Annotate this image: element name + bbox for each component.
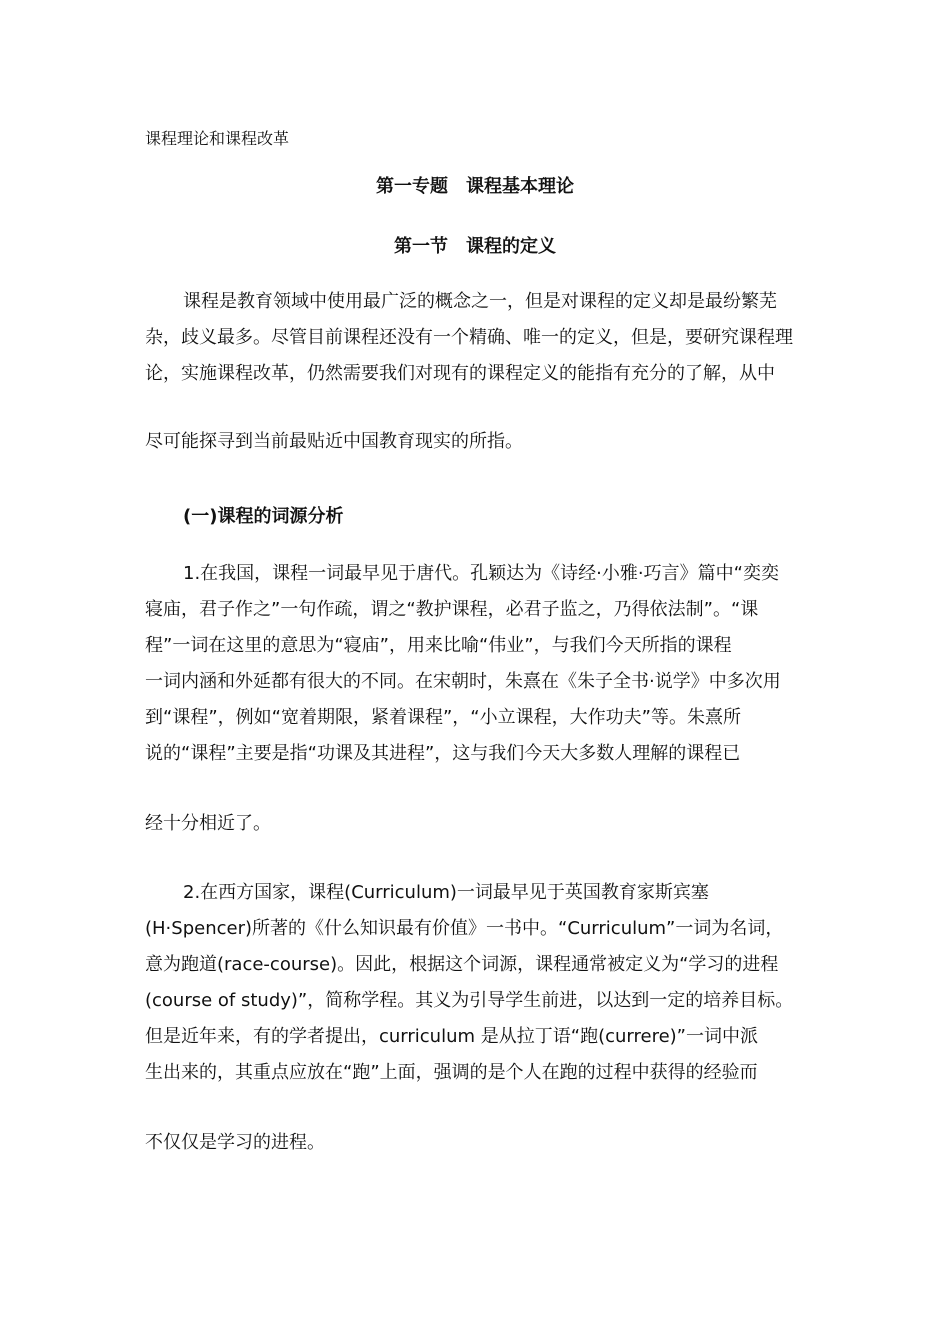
paragraph-1	[145, 556, 810, 772]
intro-paragraph	[145, 284, 810, 392]
paragraph-line: 1.在我国，课程一词最早见于唐代。孔颖达为《诗经·小雅·巧言》篇中“奕奕	[183, 563, 779, 584]
paragraph-line: 2.在西方国家，课程(Curriculum)一词最早见于英国教育家斯宾塞	[183, 882, 709, 903]
topic-heading: 第一专题 课程基本理论	[376, 176, 574, 197]
paragraph-line: 杂，歧义最多。尽管目前课程还没有一个精确、唯一的定义，但是，要研究课程理	[145, 327, 793, 348]
intro-last-line: 尽可能探寻到当前最贴近中国教育现实的所指。	[145, 431, 523, 452]
paragraph-line: 程”一词在这里的意思为“寝庙”，用来比喻“伟业”，与我们今天所指的课程	[145, 635, 732, 656]
paragraph-line: 一词内涵和外延都有很大的不同。在宋朝时，朱熹在《朱子全书·说学》中多次用	[145, 671, 781, 692]
paragraph-line: (course of study)”，简称学程。其义为引导学生前进，以达到一定的培养目标。	[145, 990, 794, 1011]
paragraph-2-last-line: 不仅仅是学习的进程。	[145, 1132, 325, 1153]
paragraph-1-last-line: 经十分相近了。	[145, 813, 271, 834]
document-title: 课程理论和课程改革	[145, 129, 290, 148]
subheading: (一)课程的词源分析	[183, 506, 344, 527]
paragraph-line: 但是近年来，有的学者提出，curriculum 是从拉丁语“跑(currere)”一词中派	[145, 1026, 758, 1047]
paragraph-line: 到“课程”，例如“宽着期限，紧着课程”，“小立课程，大作功夫”等。朱熹所	[145, 707, 741, 728]
paragraph-line: 生出来的，其重点应放在“跑”上面，强调的是个人在跑的过程中获得的经验而	[145, 1062, 758, 1083]
section-heading: 第一节 课程的定义	[394, 236, 556, 257]
paragraph-line: 说的“课程”主要是指“功课及其进程”，这与我们今天大多数人理解的课程已	[145, 743, 741, 764]
paragraph-line: 寝庙，君子作之”一句作疏，谓之“教护课程，必君子监之，乃得依法制”。“课	[145, 599, 759, 620]
paragraph-line: 课程是教育领域中使用最广泛的概念之一，但是对课程的定义却是最纷繁芜	[183, 291, 777, 312]
paragraph-line: 意为跑道(race-course)。因此，根据这个词源，课程通常被定义为“学习的进程	[145, 954, 779, 975]
paragraph-line: (H·Spencer)所著的《什么知识最有价值》一书中。“Curriculum”一词为名词，	[145, 918, 784, 939]
paragraph-line: 论，实施课程改革，仍然需要我们对现有的课程定义的能指有充分的了解，从中	[145, 363, 775, 384]
paragraph-2	[145, 875, 810, 1091]
